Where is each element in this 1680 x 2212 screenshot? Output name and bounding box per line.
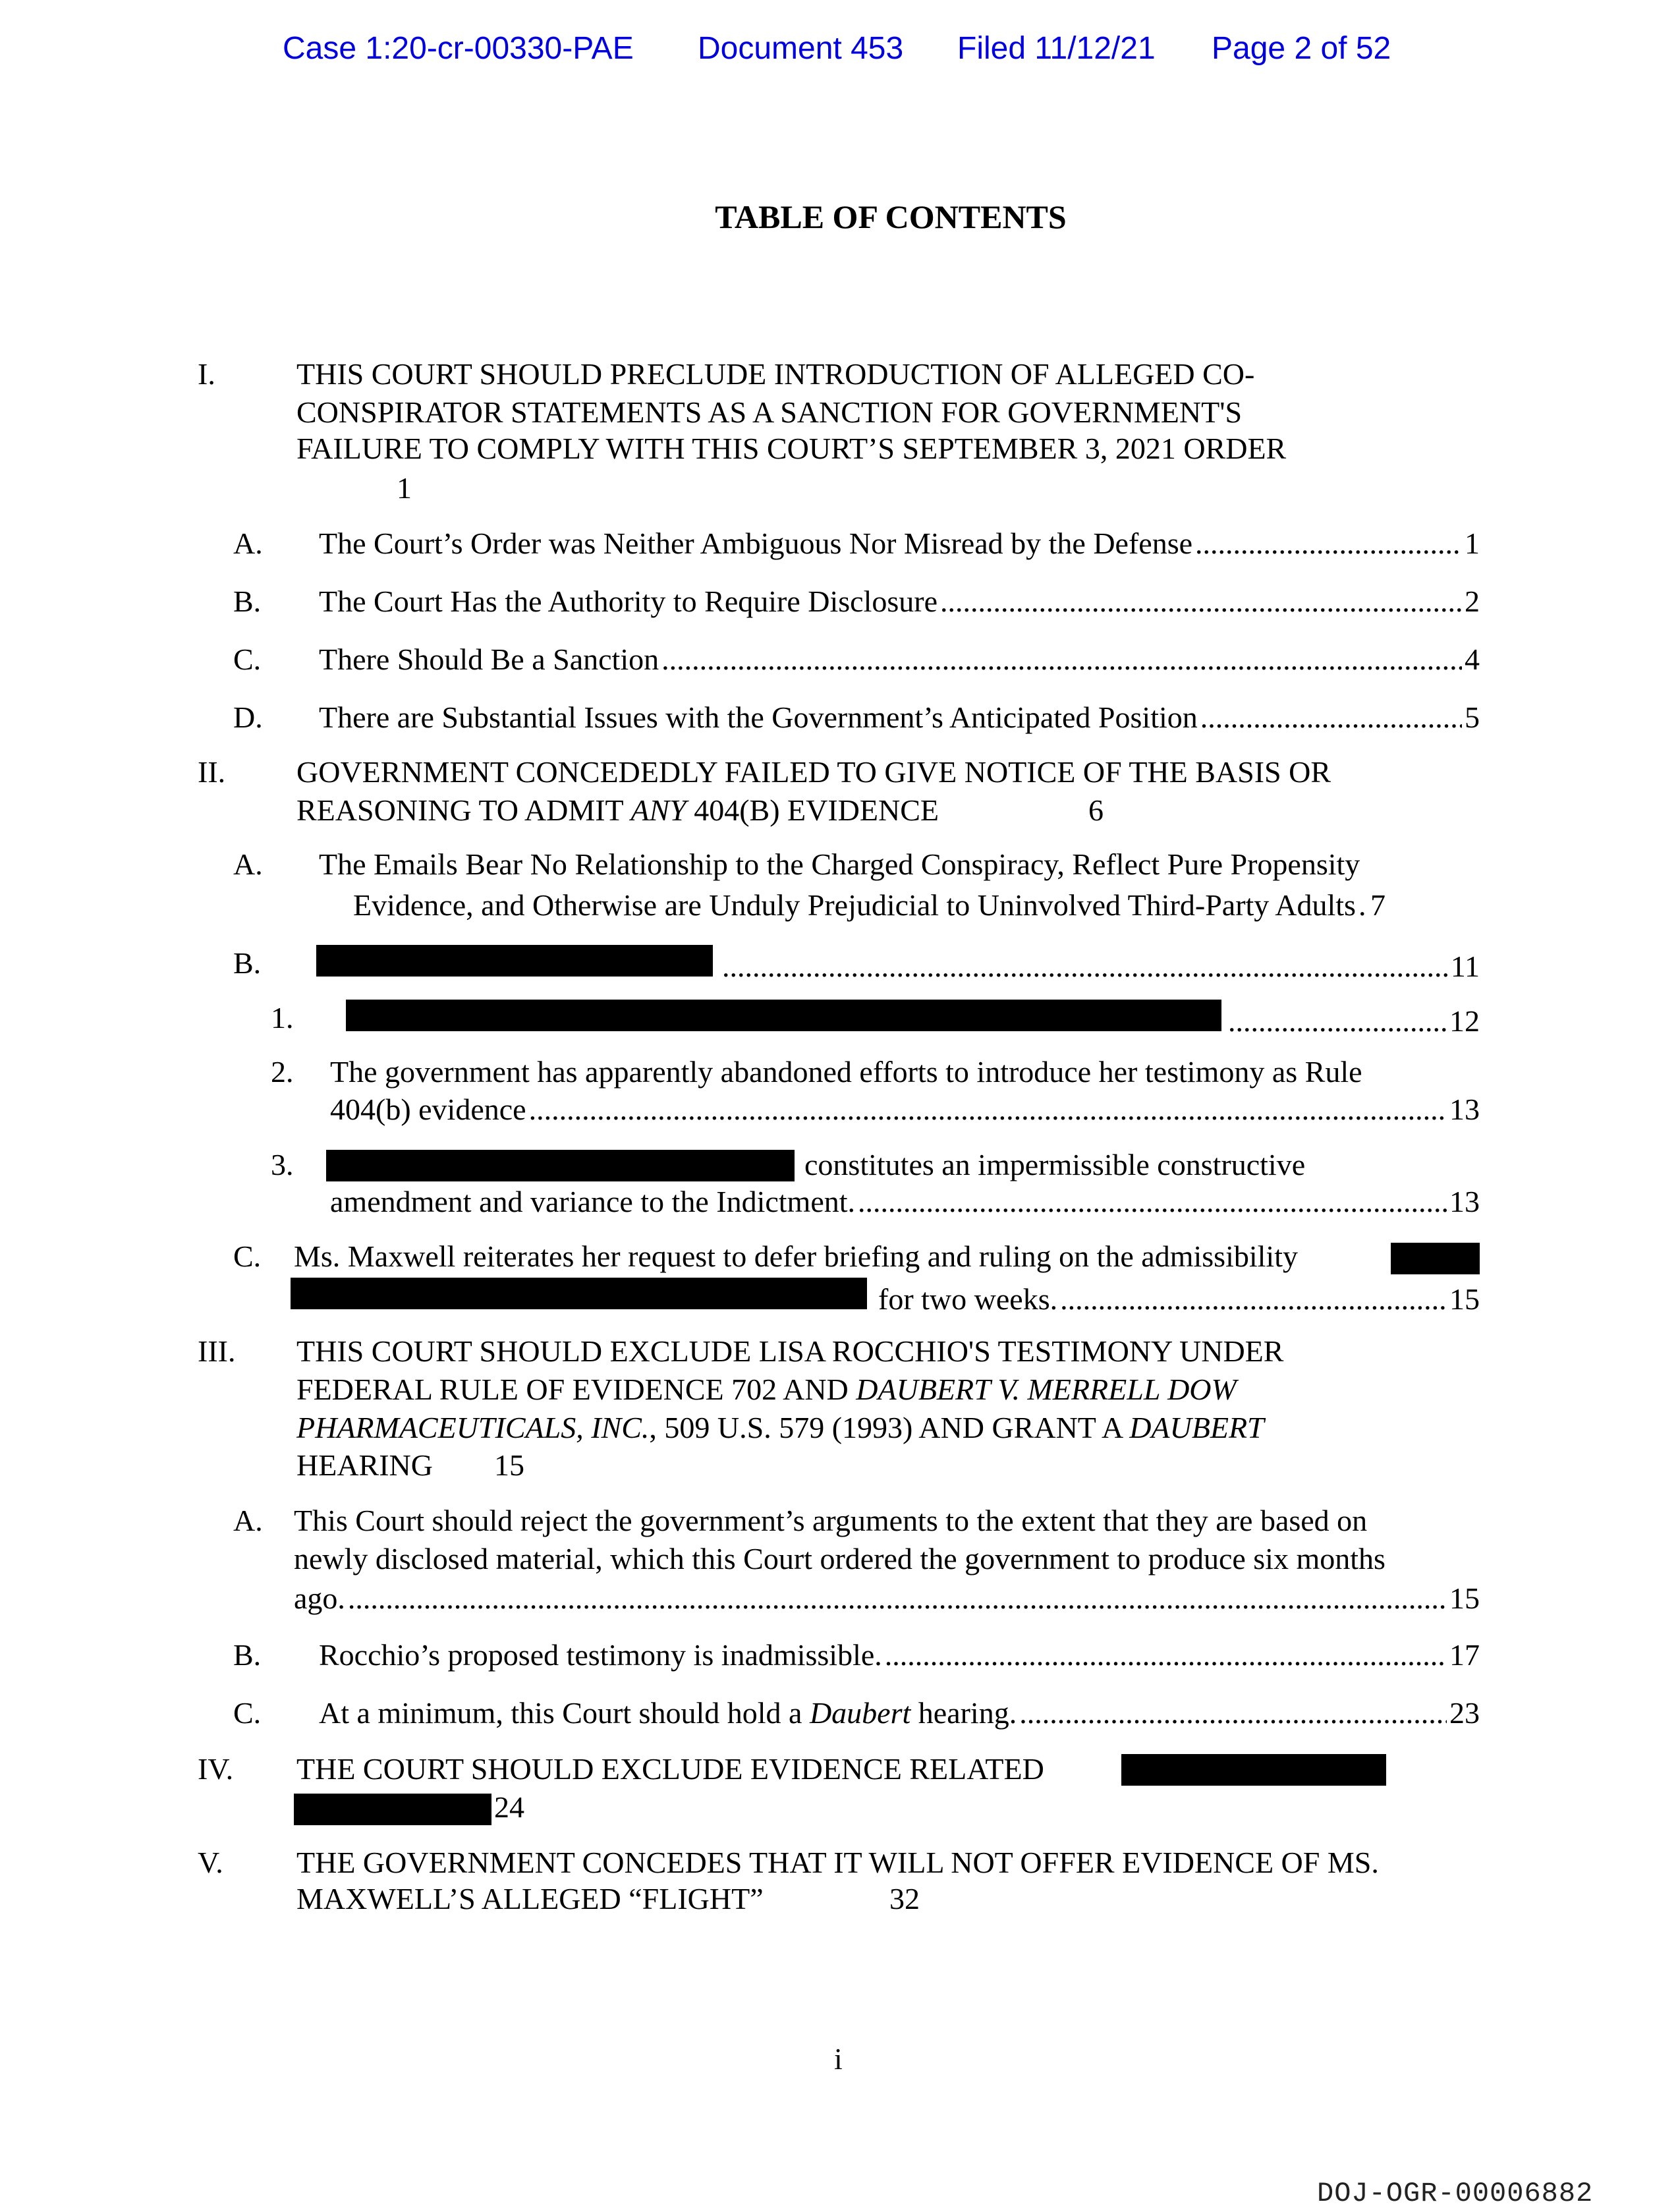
page-title: TABLE OF CONTENTS xyxy=(715,198,1067,235)
page-ref: 7 xyxy=(1370,888,1386,922)
entry-text: The Court Has the Authority to Require Disclosure xyxy=(319,584,938,618)
entry-text: Rocchio’s proposed testimony is inadmissible. xyxy=(319,1638,882,1672)
section-heading-line: MAXWELL’S ALLEGED “FLIGHT” xyxy=(296,1882,764,1915)
entry-text: newly disclosed material, which this Court ordered the government to produce six months xyxy=(294,1542,1386,1575)
page-ref: 11 xyxy=(1450,950,1480,983)
entry-text: The Emails Bear No Relationship to the Charged Conspiracy, Reflect Pure Propensity xyxy=(319,847,1360,881)
heading-text: FEDERAL RULE OF EVIDENCE 702 AND xyxy=(296,1373,856,1406)
toc-entry-ii-b xyxy=(316,945,1480,985)
page-ref: 15 xyxy=(1449,1282,1480,1316)
page-ref: 12 xyxy=(1449,1004,1480,1038)
section-heading-line: THIS COURT SHOULD EXCLUDE LISA ROCCHIO'S TESTIMONY UNDER xyxy=(296,1334,1284,1368)
section-number: I. xyxy=(198,357,215,391)
subsection-letter: C. xyxy=(233,1239,262,1273)
dot-leader xyxy=(1019,1695,1447,1732)
entry-text-part: hearing. xyxy=(910,1696,1017,1730)
redaction xyxy=(1391,1243,1480,1274)
page-ref: 23 xyxy=(1449,1696,1480,1730)
entry-text: The government has apparently abandoned efforts to introduce her testimony as Rule xyxy=(330,1055,1362,1089)
toc-entry-ii-c xyxy=(291,1278,1480,1318)
entry-text: 404(b) evidence xyxy=(330,1092,526,1126)
subsection-letter: B. xyxy=(233,946,262,980)
section-heading-line: THIS COURT SHOULD PRECLUDE INTRODUCTION OF ALLEGED CO- xyxy=(296,357,1255,391)
entry-text: for two weeks. xyxy=(878,1282,1058,1316)
entry-text: Evidence, and Otherwise are Unduly Prejudicial to Uninvolved Third-Party Adults xyxy=(353,888,1356,922)
page-ref: 15 xyxy=(1449,1581,1480,1615)
redaction xyxy=(326,1150,795,1181)
toc-entry-iii-c xyxy=(319,1695,1480,1732)
item-number: 3. xyxy=(271,1148,294,1181)
dot-leader xyxy=(1358,887,1368,924)
page-ref: 4 xyxy=(1465,642,1480,676)
heading-text: 404(B) EVIDENCE xyxy=(686,793,939,827)
redaction xyxy=(294,1794,491,1825)
page-count: Page 2 of 52 xyxy=(1212,31,1391,66)
entry-line xyxy=(326,1147,1305,1183)
dot-leader xyxy=(940,583,1462,620)
section-heading-line: GOVERNMENT CONCEDEDLY FAILED TO GIVE NOTICE OF THE BASIS OR xyxy=(296,755,1331,789)
filed-date: Filed 11/12/21 xyxy=(957,31,1156,66)
entry-text: There are Substantial Issues with the Government’s Anticipated Position xyxy=(319,700,1198,734)
case-number: Case 1:20-cr-00330-PAE xyxy=(283,31,634,66)
entry-text: The Court’s Order was Neither Ambiguous Nor Misread by the Defense xyxy=(319,526,1193,560)
section-number: II. xyxy=(198,755,226,789)
page-ref: 6 xyxy=(1088,793,1104,827)
page-ref: 1 xyxy=(1465,526,1480,560)
section-heading-line: FAILURE TO COMPLY WITH THIS COURT’S SEPTEMBER 3, 2021 ORDER xyxy=(296,432,1287,465)
page-ref: 24 xyxy=(494,1790,524,1824)
toc-entry-i-c xyxy=(319,641,1480,678)
entry-text: ago. xyxy=(294,1581,345,1615)
dot-leader xyxy=(1228,1003,1447,1040)
section-heading-line: THE COURT SHOULD EXCLUDE EVIDENCE RELATED xyxy=(296,1752,1044,1786)
section-heading-line xyxy=(296,1409,1264,1446)
redaction xyxy=(346,1000,1221,1031)
toc-entry-ii-b-2 xyxy=(330,1091,1480,1128)
dot-leader xyxy=(661,641,1462,678)
entry-text: constitutes an impermissible constructive xyxy=(804,1148,1306,1181)
page-number: i xyxy=(834,2042,843,2076)
page-ref: 13 xyxy=(1449,1092,1480,1126)
entry-text xyxy=(319,1695,1017,1732)
subsection-letter: C. xyxy=(233,642,262,676)
toc-entry-i-b xyxy=(319,583,1480,620)
heading-emphasis: ANY xyxy=(630,793,686,827)
dot-leader xyxy=(722,948,1448,985)
section-number: IV. xyxy=(198,1752,234,1786)
dot-leader xyxy=(1195,525,1462,562)
subsection-letter: B. xyxy=(233,1638,262,1672)
heading-text: REASONING TO ADMIT xyxy=(296,793,631,827)
page-ref: 32 xyxy=(889,1882,920,1915)
subsection-letter: A. xyxy=(233,1504,263,1537)
page-ref: 13 xyxy=(1449,1185,1480,1218)
redaction xyxy=(1121,1754,1386,1786)
redaction xyxy=(316,945,713,977)
dot-leader xyxy=(858,1183,1447,1220)
dot-leader xyxy=(885,1637,1447,1674)
page-ref: 2 xyxy=(1465,584,1480,618)
toc-entry-i-d xyxy=(319,699,1480,736)
section-number: V. xyxy=(198,1846,223,1879)
page-ref: 5 xyxy=(1465,700,1480,734)
page-ref: 15 xyxy=(494,1448,524,1482)
section-heading-line: HEARING xyxy=(296,1448,433,1482)
dot-leader xyxy=(348,1580,1447,1617)
section-heading-line xyxy=(296,792,939,829)
toc-entry-i-a xyxy=(319,525,1480,562)
case-name: Daubert xyxy=(809,1696,911,1730)
heading-text: , 509 U.S. 579 (1993) AND GRANT A xyxy=(649,1411,1130,1444)
dot-leader xyxy=(1200,699,1462,736)
dot-leader xyxy=(529,1091,1447,1128)
toc-entry-iii-b xyxy=(319,1637,1480,1674)
subsection-letter: C. xyxy=(233,1696,262,1730)
entry-text: There Should Be a Sanction xyxy=(319,642,659,676)
item-number: 2. xyxy=(271,1055,294,1089)
subsection-letter: B. xyxy=(233,584,262,618)
section-number: III. xyxy=(198,1334,236,1368)
bates-number: DOJ-OGR-00006882 xyxy=(1317,2178,1594,2209)
entry-text-part: At a minimum, this Court should hold a xyxy=(319,1696,810,1730)
toc-entry-ii-a xyxy=(353,887,1480,924)
page-ref: 17 xyxy=(1449,1638,1480,1672)
case-name: PHARMACEUTICALS, INC. xyxy=(296,1411,650,1444)
toc-entry-iii-a xyxy=(294,1580,1480,1617)
subsection-letter: A. xyxy=(233,526,263,560)
section-heading-line: THE GOVERNMENT CONCEDES THAT IT WILL NOT OFFER EVIDENCE OF MS. xyxy=(296,1846,1379,1879)
toc-entry-ii-b-1 xyxy=(346,1000,1480,1040)
entry-text: amendment and variance to the Indictment. xyxy=(330,1185,856,1218)
entry-text: Ms. Maxwell reiterates her request to defer briefing and ruling on the admissibility xyxy=(294,1239,1298,1273)
subsection-letter: D. xyxy=(233,700,263,734)
item-number: 1. xyxy=(271,1001,294,1035)
toc-entry-ii-b-3 xyxy=(330,1183,1480,1220)
subsection-letter: A. xyxy=(233,847,263,881)
section-heading-line: CONSPIRATOR STATEMENTS AS A SANCTION FOR GOVERNMENT'S xyxy=(296,395,1243,429)
redaction xyxy=(291,1278,867,1309)
document-number: Document 453 xyxy=(698,31,904,66)
section-heading-line xyxy=(296,1371,1237,1408)
entry-text: This Court should reject the government’s arguments to the extent that they are based on xyxy=(294,1504,1368,1537)
case-name: DAUBERT xyxy=(1129,1411,1264,1444)
dot-leader xyxy=(1060,1281,1447,1318)
page-ref: 1 xyxy=(397,471,412,505)
case-name: DAUBERT V. MERRELL DOW xyxy=(856,1373,1237,1406)
